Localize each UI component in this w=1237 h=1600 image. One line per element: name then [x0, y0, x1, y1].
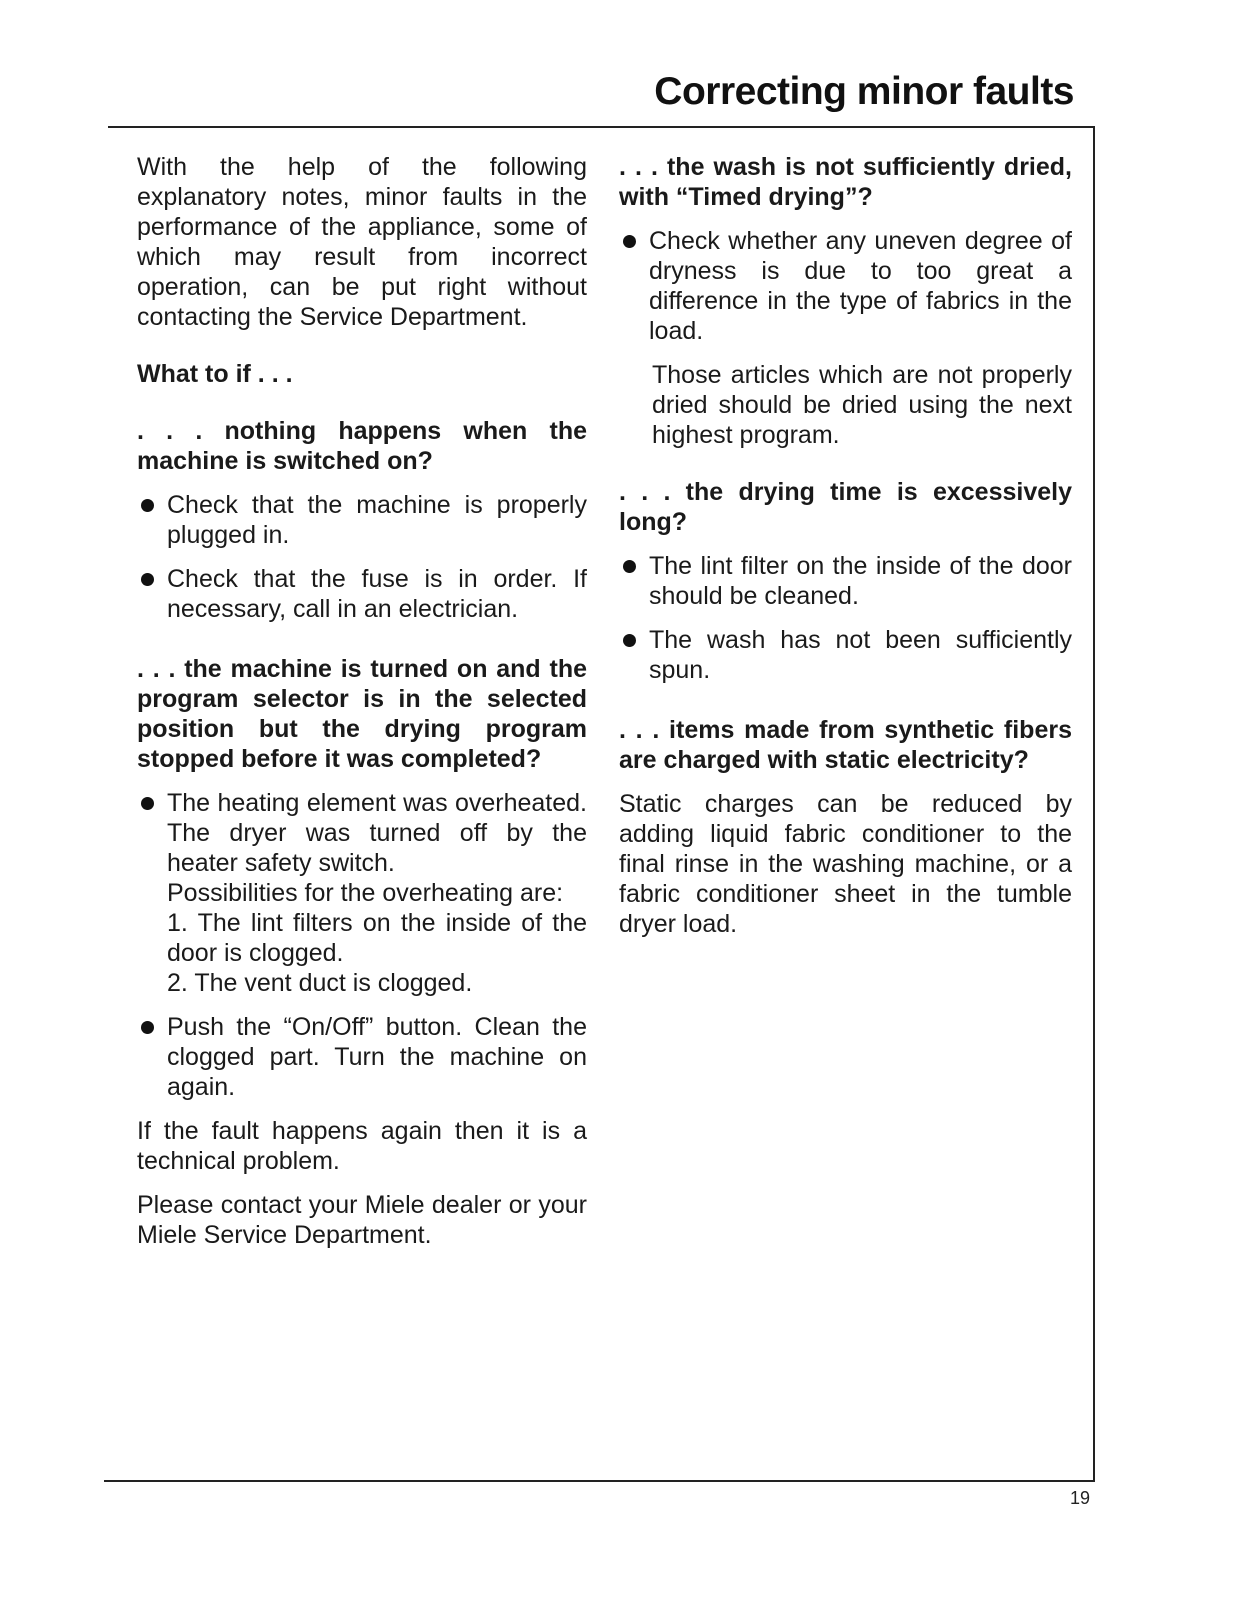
note-text: Those articles which are not properly dried should be dried using the next highest program. [652, 361, 1072, 449]
list-item-text: The wash has not been sufficiently spun. [649, 626, 1072, 684]
frame-bottom-rule [104, 1480, 1095, 1482]
list-item [619, 226, 1072, 346]
list-item [137, 564, 587, 624]
list-item-text: Check that the machine is properly plugged in. [167, 491, 587, 549]
list-item [137, 1012, 587, 1102]
bullet-icon [141, 1021, 154, 1034]
list-item [137, 788, 587, 998]
static-text: Static charges can be reduced by adding liquid fabric conditioner to the final rinse in the washing machine, or a fabric conditioner sheet in the tumble dryer load. [619, 790, 1072, 938]
list-item [619, 551, 1072, 611]
page-title: Correcting minor faults [654, 70, 1074, 113]
list-item-text: Check that the fuse is in order. If necessary, call in an electrician. [167, 565, 587, 623]
left-column [137, 152, 587, 1277]
list-item-text: The heating element was overheated. The dryer was turned off by the heater safety switch. [167, 789, 587, 877]
list-item-subline: 2. The vent duct is clogged. [167, 969, 473, 997]
section-heading-drying-time: . . . the drying time is excessively long? [619, 478, 1072, 536]
fault-repeat-text: If the fault happens again then it is a technical problem. [137, 1117, 587, 1175]
bullet-icon [623, 634, 636, 647]
contact-text: Please contact your Miele dealer or your Miele Service Department. [137, 1191, 587, 1249]
section-heading-program-stopped: . . . the machine is turned on and the program selector is in the selected position but the drying program stopped before it was completed? [137, 655, 587, 773]
intro-paragraph: With the help of the following explanatory notes, minor faults in the performance of the appliance, some of which may result from incorrect operation, can be put right without contacting the Service Department. [137, 153, 587, 331]
page-number: 19 [1070, 1488, 1091, 1508]
section-heading-nothing-happens: . . . nothing happens when the machine is switched on? [137, 417, 587, 475]
right-column [619, 152, 1072, 966]
section-heading-static: . . . items made from synthetic fibers are charged with static electricity? [619, 716, 1072, 774]
list-item [619, 625, 1072, 685]
frame-right-rule [1093, 126, 1095, 1481]
list-item-text: Push the “On/Off” button. Clean the clogged part. Turn the machine on again. [167, 1013, 587, 1101]
list-item-text: The lint filter on the inside of the door should be cleaned. [649, 552, 1072, 610]
list-item-text: Check whether any uneven degree of dryness is due to too great a difference in the type of fabrics in the load. [649, 227, 1072, 345]
list-item-subline: 1. The lint filters on the inside of the door is clogged. [167, 909, 587, 967]
list-item-subline: Possibilities for the overheating are: [167, 879, 564, 907]
bullet-icon [623, 235, 636, 248]
frame-top-rule [108, 126, 1094, 128]
bullet-icon [141, 499, 154, 512]
section-heading-not-dried: . . . the wash is not sufficiently dried, with “Timed drying”? [619, 153, 1072, 211]
what-to-if-heading: What to if . . . [137, 360, 293, 388]
bullet-icon [623, 560, 636, 573]
list-item [137, 490, 587, 550]
bullet-icon [141, 797, 154, 810]
bullet-icon [141, 573, 154, 586]
